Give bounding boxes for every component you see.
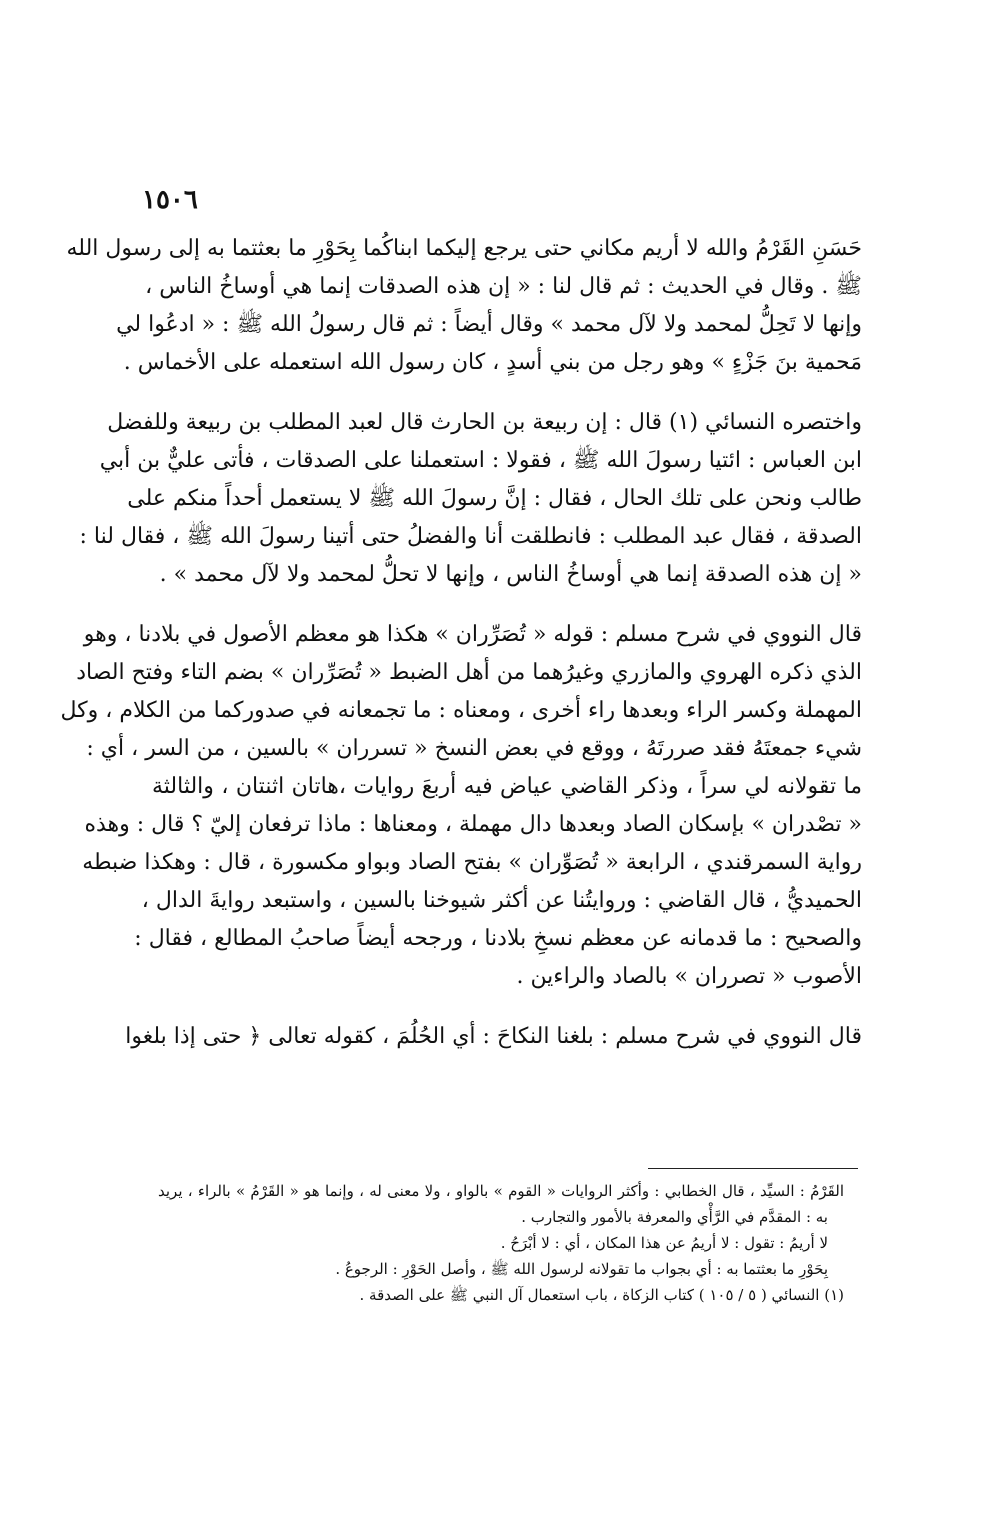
text-line: طالب ونحن على تلك الحال ، فقال : إنَّ رسولَ الله ﷺ لا يستعمل أحداً منكم على: [127, 486, 862, 511]
text-line: شيء جمعتَهُ فقد صررتَهُ ، ووقع في بعض النسخ « تسرران » بالسين ، من السر ، أي :: [86, 736, 862, 761]
footnote-line: بِحَوْرِ ما بعثتما به : أي بجواب ما تقولانه لرسول الله ﷺ ، وأصل الحَوْرِ : الرجوعُ .: [335, 1260, 828, 1278]
text-line: قال النووي في شرح مسلم : قوله « تُصَرِّران » هكذا هو معظم الأصول في بلادنا ، وهو: [83, 622, 862, 647]
main-text: [60, 230, 862, 1078]
text-line: والصحيح : ما قدمانه عن معظم نسخِ بلادنا ، ورجحه أيضاً صاحبُ المطالع ، فقال :: [134, 926, 862, 951]
text-line: « تصْدران » بإسكان الصاد وبعدها دال مهملة ، ومعناها : ماذا ترفعان إليّ ؟ قال : وهذه: [84, 812, 862, 837]
footnote-line: به : المقدَّم في الرَّأْي والمعرفة بالأمور والتجارب .: [521, 1208, 828, 1226]
paragraph-2: [79, 404, 862, 594]
text-line: الذي ذكره الهروي والمازري وغيرُهما من أهل الضبط « تُصَرِّران » بضم التاء وفتح الصاد: [76, 660, 862, 685]
text-line: « إن هذه الصدقة إنما هي أوساخُ الناس ، وإنها لا تحلُّ لمحمد ولا لآل محمد » .: [159, 562, 862, 587]
text-line: ﷺ . وقال في الحديث : ثم قال لنا : « إن هذه الصدقات إنما هي أوساخُ الناس ،: [145, 274, 862, 299]
footnote-line: (١) النسائي ( ٥ / ١٠٥ ) كتاب الزكاة ، باب استعمال آل النبي ﷺ على الصدقة .: [359, 1286, 844, 1304]
footnote-divider: [648, 1168, 858, 1169]
footnote-line: لا أريمُ : تقول : لا أريمُ عن هذا المكان ، أي : لا أبْرَحُ .: [500, 1234, 828, 1252]
text-line: واختصره النسائي (١) قال : إن ربيعة بن الحارث قال لعبد المطلب بن ربيعة وللفضل: [107, 410, 862, 435]
text-line: الأصوب « تصرران » بالصاد والراءين .: [516, 964, 862, 989]
text-line: حَسَنِ القَرْمُ والله لا أريم مكاني حتى يرجع إليكما ابناكُما بِحَوْرِ ما بعثتما به إلى رسول الله: [66, 236, 862, 261]
text-line: الحميديُّ ، قال القاضي : وروايتُنا عن أكثر شيوخنا بالسين ، واستبعد روايةَ الدال ،: [141, 888, 862, 913]
page-number: ١٥٠٦: [142, 185, 198, 215]
text-line: ما تقولانه لي سراً ، وذكر القاضي عياض فيه أربعَ روايات ،هاتان اثنتان ، والثالثة: [152, 774, 862, 799]
footnotes: [158, 1178, 858, 1308]
text-line: وإنها لا تَحِلُّ لمحمد ولا لآل محمد » وقال أيضاً : ثم قال رسولُ الله ﷺ : « ادعُوا لي: [116, 312, 862, 337]
footnote-line: القَرْمُ : السيِّد ، قال الخطابي : وأكثر الروايات « القوم » بالواو ، ولا معنى له ، وإنما هو « القَرْمُ » بالراء ، يريد: [158, 1182, 844, 1200]
paragraph-1: [66, 230, 862, 382]
text-line: مَحمية بنَ جَزْءٍ » وهو رجل من بني أسدٍ ، كان رسول الله استعمله على الأخماس .: [123, 350, 862, 375]
text-line: قال النووي في شرح مسلم : بلغنا النكاحَ : أي الحُلُمَ ، كقوله تعالى ﴿ حتى إذا بلغوا: [125, 1024, 862, 1049]
paragraph-4: [125, 1018, 862, 1056]
text-line: الصدقة ، فقال عبد المطلب : فانطلقت أنا والفضلُ حتى أتينا رسولَ الله ﷺ ، فقال لنا :: [79, 524, 862, 549]
text-line: ابن العباس : ائتيا رسولَ الله ﷺ ، فقولا : استعملنا على الصدقات ، فأتى عليٌّ بن أبي: [99, 448, 862, 473]
paragraph-3: [60, 616, 862, 996]
text-line: المهملة وكسر الراء وبعدها راء أخرى ، ومعناه : ما تجمعانه في صدوركما من الكلام ، وكل: [60, 698, 862, 723]
text-line: رواية السمرقندي ، الرابعة « تُصَوِّران » بفتح الصاد وبواو مكسورة ، قال : وهكذا ضبطه: [82, 850, 862, 875]
